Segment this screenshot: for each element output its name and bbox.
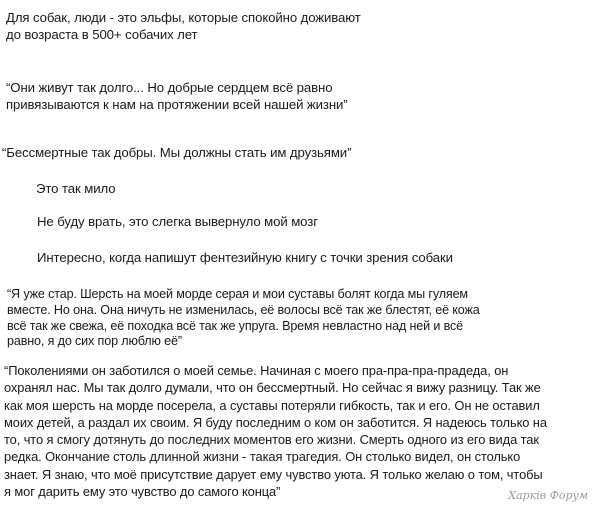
text-line: равно, я до сих пор люблю её” (7, 334, 182, 349)
text-line: “Они живут так долго... Но добрые сердцем всё равно (6, 80, 333, 95)
text-line: редка. Окончание столь длинной жизни - такая трагедия. Он столько видел, он столько (4, 449, 521, 465)
text-line: “Я уже стар. Шерсть на моей морде серая и мои суставы болят когда мы гуляем (7, 287, 468, 301)
text-line: “Бессмертные так добры. Мы должны стать им друзьями” (2, 145, 352, 160)
text-line: я мог дарить ему это чувство до самого конца” (4, 484, 281, 500)
post-old-dog-quote (7, 287, 480, 350)
text-line: Интересно, когда напишут фентезийную книгу с точки зрения собаки (37, 250, 453, 265)
text-line: Не буду врать, это слегка вывернуло мой мозг (37, 214, 318, 229)
text-line: всё так же свежа, её походка всё так же упруга. Время невластно над ней и всё (7, 318, 464, 333)
text-line: то, что я смогу дотянуть до последних моментов его жизни. Смерть одного из его вида так (4, 432, 539, 448)
text-line: Для собак, люди - это эльфы, которые спокойно доживают (6, 10, 361, 25)
post-brain-twisted (37, 213, 318, 230)
post-so-cute (36, 180, 115, 197)
text-line: вместе. Но она. Она ничуть не изменилась, её волосы всё так же блестят, её кожа (7, 302, 480, 317)
text-line: как моя шерсть на морде посерела, а суставы потеряли гибкость, так и его. Он не оставил (4, 397, 540, 413)
text-line: знает. Я знаю, что моё присутствие дарует ему чувство уюта. Я только желаю о том, чтобы (4, 466, 543, 482)
text-line: “Поколениями он заботился о моей семье. Начиная с моего пра-пра-пра-прадеда, он (4, 363, 509, 378)
post-generations-quote (4, 362, 547, 500)
watermark: Харків Форум (508, 489, 588, 502)
text-line: моих детей, а раздал их своим. Я буду последним о ком он заботится. Я надеюсь только на (4, 414, 547, 430)
post-quote-long-lived (6, 79, 348, 113)
text-line: Это так мило (36, 181, 116, 196)
post-quote-immortals (2, 144, 351, 161)
post-fantasy-book (37, 249, 453, 266)
text-line: привязываются к нам на протяжении всей нашей жизни” (6, 97, 348, 112)
text-line: до возраста в 500+ собачих лет (6, 27, 198, 42)
text-line: охранял нас. Мы так долго думали, что он бессмертный. Но сейчас я вижу разницу. Так же (4, 380, 541, 396)
post-dogs-elves (6, 9, 361, 43)
